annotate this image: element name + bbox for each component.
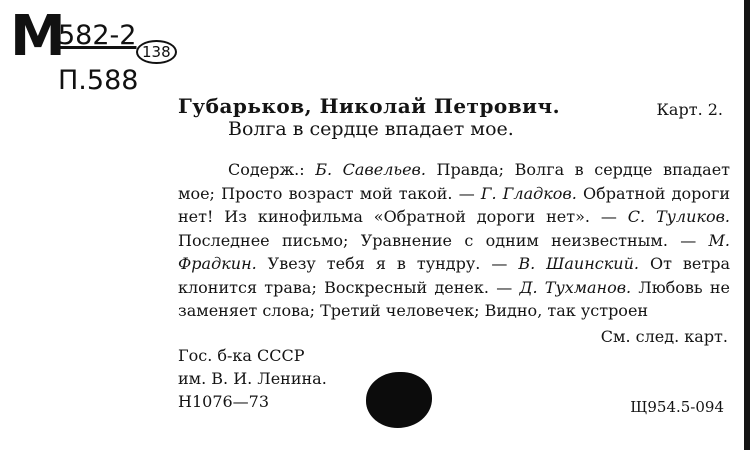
composer-name: В. Шаинский.: [518, 254, 639, 273]
song-list: Увезу тебя я в тундру.: [267, 254, 481, 273]
work-title: Волга в сердце впадает мое.: [228, 118, 514, 140]
shelf-mark-circled-number: 138: [136, 40, 177, 64]
composer-name: М. Фрадкин.: [178, 230, 730, 273]
shelf-mark-bottom: П.588: [58, 65, 139, 96]
contents-label: Содерж.:: [228, 160, 305, 179]
contents-paragraph: Содерж.: Б. Савельев. Правда; Волга в сердце впадает мое; Просто возраст мой такой. — Г. Гладков. Обратной дороги нет! Из кинофильма «Обратной дороги нет». — С. Туликов. Последнее письмо; Уравнение с одним неизвестным. — М. Фрадкин. Увезу тебя я в тундру. — В. Шаинский. От ветра клонится трава; Воскресный денек. — Д. Тухманов. Любовь не заменяет слова; Третий человечек; Видно, так устроен: [178, 160, 731, 320]
library-name: Гос. б-ка СССР: [178, 346, 305, 365]
ink-blot-stamp: [366, 372, 432, 428]
see-next-card: См. след. карт.: [600, 327, 728, 346]
shelf-mark-letter: М: [10, 4, 66, 69]
card-edge: [744, 0, 750, 450]
library-name-cont: им. В. И. Ленина.: [178, 369, 327, 388]
composer-name: Д. Тухманов.: [519, 277, 632, 297]
composer-name: С. Туликов.: [627, 207, 730, 226]
song-list: Последнее письмо; Уравнение с одним неизвестным.: [178, 230, 668, 250]
song-list: От ветра клонится трава; Воскресный денек.: [178, 254, 730, 297]
author-heading: Губарьков, Николай Петрович.: [178, 94, 561, 118]
card-number: Карт. 2.: [656, 100, 723, 119]
song-list: Любовь не заменяет слова; Третий человечек; Видно, так устроен: [178, 277, 731, 320]
song-list: Правда; Волга в сердце впадает мое; Просто возраст мой такой.: [178, 160, 731, 203]
composer-name: Г. Гладков.: [480, 183, 577, 203]
composer-name: Б. Савельев.: [315, 160, 426, 179]
library-catalog-number: Н1076—73: [178, 392, 270, 411]
shelf-mark-top: 582-2: [58, 20, 137, 51]
classification-code: Щ954.5-094: [630, 398, 724, 416]
song-list: Обратной дороги нет! Из кинофильма «Обратной дороги нет».: [178, 183, 730, 226]
